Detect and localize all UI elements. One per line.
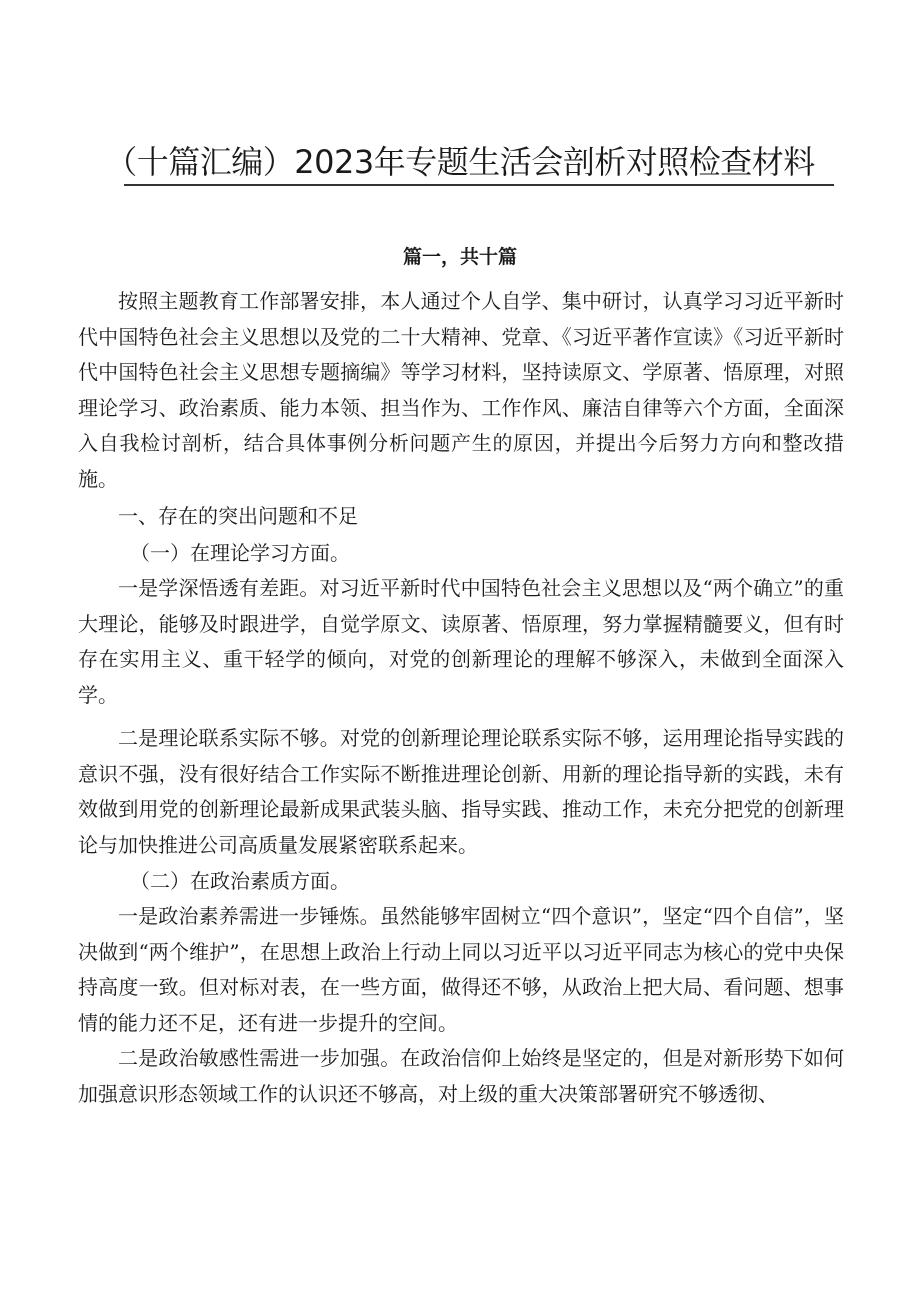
intro-paragraph: 按照主题教育工作部署安排，本人通过个人自学、集中研讨，认真学习习近平新时代中国特色社会主义思想以及党的二十大精神、党章、《习近平著作宣读》《习近平新时代中国特色社会主义思想专题摘编》等学习材料，坚持读原文、学原著、悟原理，对照理论学习、政治素质、能力本领、担当作为、工作作风、廉洁自律等六个方面，全面深入自我检讨剖析，结合具体事例分析问题产生的原因，并提出今后努力方向和整改措施。 [78,289,844,491]
paragraph-gap [78,713,844,721]
document-body [78,284,844,1112]
paragraph-politics-2: 二是政治敏感性需进一步加强。在政治信仰上始终是坚定的，但是对新形势下如何加强意识形态领域工作的认识还不够高，对上级的重大决策部署研究不够透彻、 [78,1046,844,1106]
document-title: （十篇汇编）2023年专题生活会剖析对照检查材料 [105,143,815,181]
paragraph-theory-2: 二是理论联系实际不够。对党的创新理论理论联系实际不够，运用理论指导实践的意识不强，没有很好结合工作实际不断推进理论创新、用新的理论指导新的实践，未有效做到用党的创新理论最新成果武装头脑、指导实践、推动工作，未充分把党的创新理论与加快推进公司高质量发展紧密联系起来。 [78,726,844,857]
paragraph-theory-1: 一是学深悟透有差距。对习近平新时代中国特色社会主义思想以及“两个确立”的重大理论，能够及时跟进学，自觉学原文、读原著、悟原理，努力掌握精髓要义，但有时存在实用主义、重干轻学的倾向，对党的创新理论的理解不够深入，未做到全面深入学。 [78,576,844,707]
paragraph-politics-1: 一是政治素养需进一步锤炼。虽然能够牢固树立“四个意识”，坚定“四个自信”，坚决做到“两个维护”，在思想上政治上行动上同以习近平以习近平同志为核心的党中央保持高度一致。但对标对表，在一些方面，做得还不够，从政治上把大局、看问题、想事情的能力还不足，还有进一步提升的空间。 [78,904,844,1035]
subsection-heading-politics: （二）在政治素质方面。 [130,869,350,893]
document-subtitle: 篇一，共十篇 [402,246,517,268]
section-heading: 一、存在的突出问题和不足 [118,504,358,528]
subsection-heading-theory: （一）在理论学习方面。 [130,541,350,565]
title-underline [124,184,834,186]
